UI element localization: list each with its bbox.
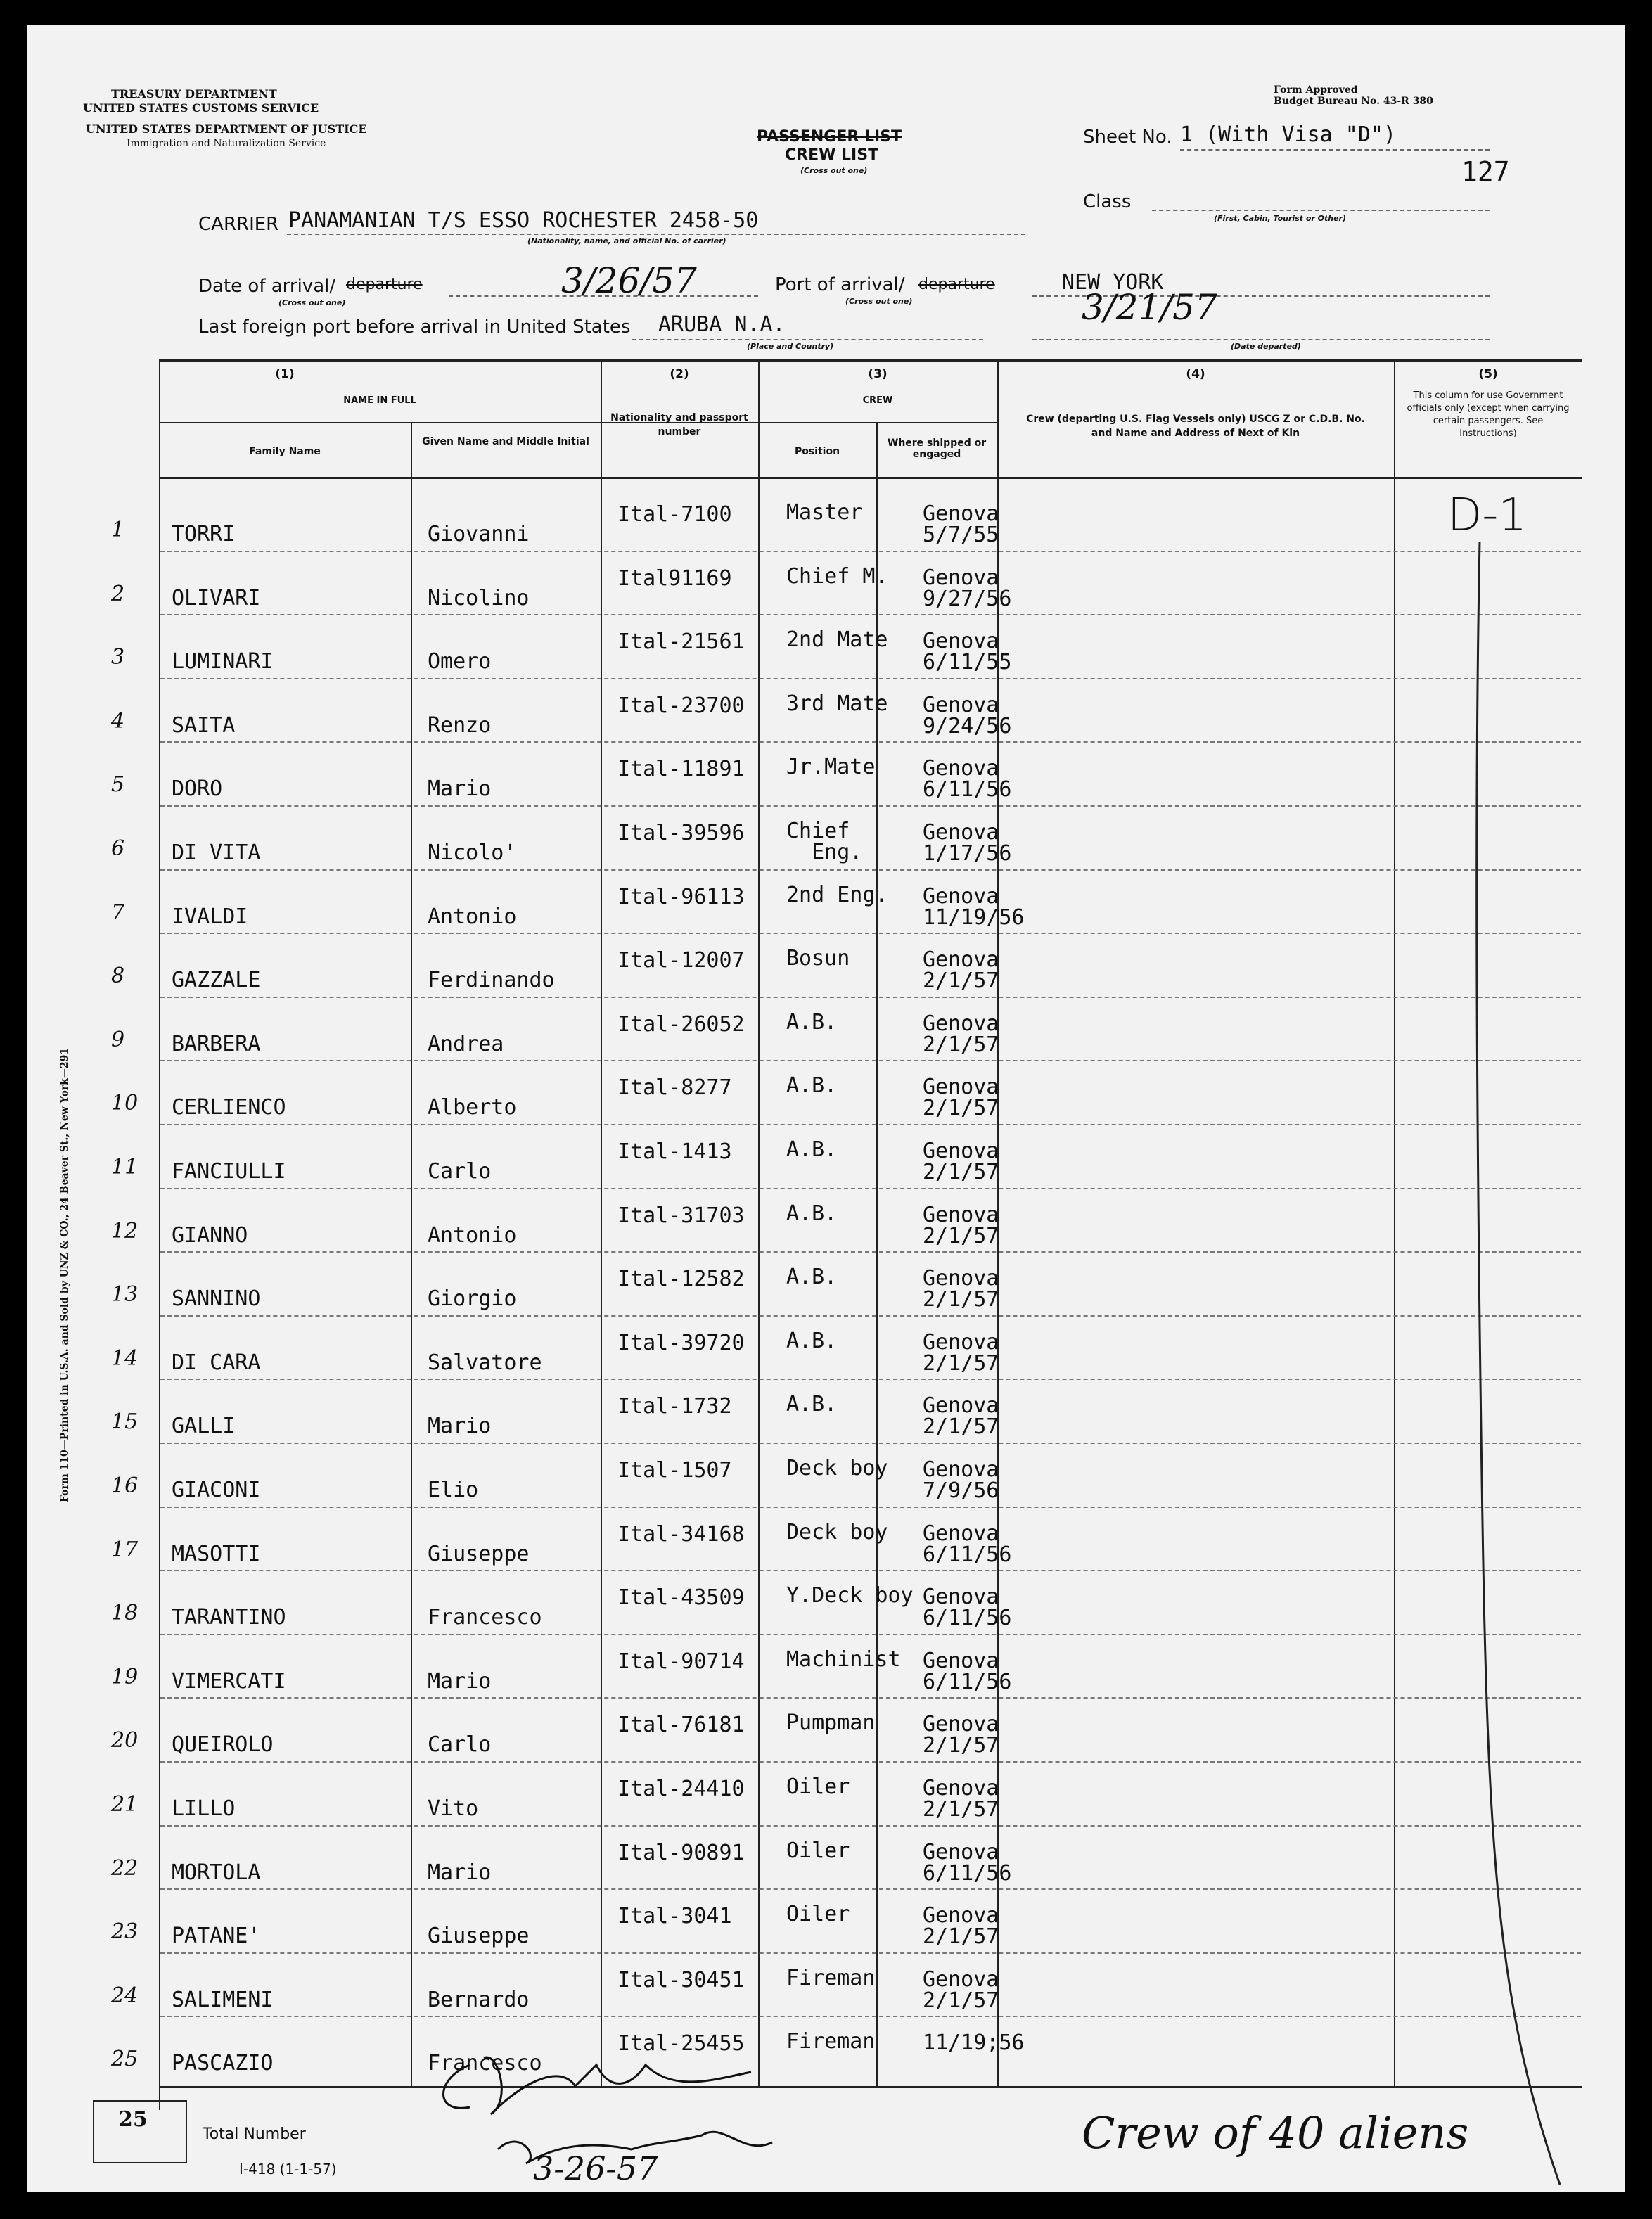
col1-header: NAME IN FULL	[343, 395, 416, 406]
row-divider	[160, 614, 1581, 615]
family-name: DI VITA	[172, 840, 261, 865]
col3-header: CREW	[862, 395, 893, 406]
crew-position: A.B.	[786, 1009, 838, 1035]
family-name: GAZZALE	[172, 968, 261, 993]
last-port-label: Last foreign port before arrival in United States	[198, 316, 631, 338]
class-note: (First, Cabin, Tourist or Other)	[1214, 214, 1346, 223]
sheet-value: 1 (With Visa "D")	[1180, 122, 1397, 147]
row-divider	[160, 1570, 1581, 1571]
date-arrival-label: Date of arrival/	[198, 276, 336, 297]
where-shipped: Genova 6/11/56	[923, 1585, 1012, 1631]
where-shipped: Genova 2/1/57	[923, 1712, 999, 1758]
col5-num: (5)	[1478, 367, 1498, 381]
where-shipped: Genova 2/1/57	[923, 1967, 999, 2013]
passport-number: Ital-3041	[617, 1904, 732, 1929]
row-divider	[160, 1507, 1581, 1508]
given-name: Carlo	[428, 1159, 492, 1184]
passport-number: Ital-1413	[617, 1139, 732, 1164]
crew-position: A.B.	[786, 1265, 838, 1290]
given-name: Francesco	[428, 1605, 542, 1630]
given-name: Nicolo'	[428, 840, 517, 865]
row-number: 15	[111, 1409, 139, 1435]
row-divider	[160, 678, 1581, 679]
row-number: 24	[111, 1983, 139, 2008]
where-shipped: Genova 9/27/56	[923, 565, 1012, 611]
family-name: SAITA	[172, 712, 236, 738]
where-shipped: Genova 6/11/56	[923, 1648, 1012, 1694]
row-number: 20	[111, 1728, 139, 1753]
family-name: QUEIROLO	[172, 1732, 274, 1758]
crew-position: Fireman	[786, 1965, 876, 1990]
row-divider	[160, 1443, 1581, 1444]
row-number: 18	[111, 1601, 139, 1626]
passport-number: Ital-7100	[617, 502, 732, 527]
row-number: 13	[111, 1282, 139, 1307]
printer-side-text: Form 110—Printed in U.S.A. and Sold by UNZ & CO., 24 Beaver St., New York—291	[59, 1047, 70, 1502]
form-code: I-418 (1-1-57)	[239, 2161, 337, 2178]
d1-mark: D-1	[1447, 490, 1528, 542]
row-divider	[160, 1060, 1581, 1061]
passport-number: Ital-96113	[617, 884, 745, 909]
where-shipped: Genova 5/7/55	[923, 501, 999, 547]
departed-date-value: 3/21/57	[1082, 287, 1217, 328]
crew-position: 3rd Mate	[786, 691, 888, 716]
class-label: Class	[1083, 191, 1132, 212]
crew-position: Chief Eng.	[786, 819, 863, 864]
passenger-list-struck: PASSENGER LIST	[757, 128, 902, 146]
given-name: Giuseppe	[428, 1541, 530, 1566]
where-shipped: Genova 7/9/56	[923, 1457, 999, 1503]
col5-header: This column for use Government officials only (except when carrying certain passengers. See Instructions)	[1407, 390, 1570, 439]
col2-header: Nationality and passport number	[610, 412, 748, 437]
given-name: Mario	[428, 1668, 492, 1694]
row-divider	[160, 1888, 1581, 1890]
row-divider	[160, 1952, 1581, 1954]
departed-underline	[1032, 339, 1490, 340]
family-name: MASOTTI	[172, 1541, 261, 1566]
family-name: FANCIULLI	[172, 1159, 286, 1184]
row-divider	[160, 805, 1581, 807]
given-name: Giovanni	[428, 522, 530, 546]
row-divider	[160, 1379, 1581, 1380]
passport-number: Ital-90891	[617, 1840, 745, 1865]
col3a-header: Position	[794, 446, 840, 457]
row-number: 25	[111, 2047, 139, 2072]
crew-position: Oiler	[786, 1774, 850, 1799]
header-ins: Immigration and Naturalization Service	[127, 138, 326, 149]
family-name: PASCAZIO	[172, 2051, 274, 2076]
given-name: Nicolino	[428, 585, 530, 610]
passport-number: Ital-39596	[617, 821, 745, 845]
crew-position: Deck boy	[786, 1456, 888, 1481]
row-divider	[160, 2016, 1581, 2017]
sheet-underline	[1180, 149, 1490, 151]
passport-number: Ital-1732	[617, 1394, 732, 1419]
row-number: 12	[111, 1218, 139, 1243]
row-divider	[160, 1251, 1581, 1253]
where-shipped: Genova 1/17/56	[923, 820, 1012, 866]
budget-bureau: Budget Bureau No. 43-R 380	[1274, 96, 1433, 107]
family-name: TARANTINO	[172, 1605, 286, 1630]
given-name: Carlo	[428, 1732, 492, 1758]
where-shipped: Genova 2/1/57	[923, 1011, 999, 1057]
crew-position: Oiler	[786, 1902, 850, 1927]
departed-note: (Date departed)	[1231, 342, 1301, 351]
col-line-0	[159, 359, 160, 2110]
col4-num: (4)	[1186, 367, 1205, 381]
col-line-6	[1394, 362, 1395, 2087]
row-divider	[160, 1315, 1581, 1317]
passport-number: Ital-43509	[617, 1585, 745, 1611]
given-name: Mario	[428, 1414, 492, 1439]
date-departure-struck: departure	[346, 276, 423, 293]
where-shipped: Genova 6/11/56	[923, 1521, 1012, 1567]
family-name: GALLI	[172, 1414, 236, 1439]
row-number: 6	[111, 836, 125, 861]
given-name: Francesco	[428, 2051, 542, 2076]
row-number: 11	[111, 1155, 139, 1179]
row-number: 1	[111, 518, 125, 542]
row-divider	[160, 869, 1581, 871]
passport-number: Ital-21561	[617, 629, 745, 655]
row-number: 9	[111, 1027, 125, 1052]
col1a-header: Family Name	[249, 446, 321, 457]
last-port-underline	[632, 339, 983, 340]
col1b-header: Given Name and Middle Initial	[422, 436, 589, 447]
where-shipped: Genova 2/1/57	[923, 1393, 999, 1440]
row-number: 21	[111, 1792, 139, 1817]
family-name: DI CARA	[172, 1350, 261, 1375]
passport-number: Ital-39720	[617, 1330, 745, 1355]
carrier-value: PANAMANIAN T/S ESSO ROCHESTER 2458-50	[288, 208, 759, 233]
last-port-value: ARUBA N.A.	[658, 312, 786, 337]
table-top-border	[159, 359, 1582, 362]
family-name: LUMINARI	[172, 649, 274, 674]
given-name: Antonio	[428, 904, 517, 929]
row-number: 19	[111, 1664, 139, 1689]
crew-position: Master	[786, 500, 863, 525]
signature-date: 3-26-57	[533, 2149, 658, 2187]
row-number: 4	[111, 708, 125, 734]
passport-number: Ital-25455	[617, 2031, 745, 2057]
where-shipped: Genova 6/11/56	[923, 1839, 1012, 1886]
row-divider	[160, 933, 1581, 934]
where-shipped: Genova 2/1/57	[923, 1139, 999, 1184]
where-shipped: Genova 2/1/57	[923, 1329, 999, 1376]
carrier-label: CARRIER	[198, 214, 279, 235]
given-name: Renzo	[428, 712, 492, 738]
row-number: 17	[111, 1537, 139, 1562]
given-name: Omero	[428, 649, 492, 674]
family-name: TORRI	[172, 522, 236, 546]
family-name: GIANNO	[172, 1222, 248, 1248]
passport-number: Ital-26052	[617, 1011, 745, 1037]
where-shipped: Genova 2/1/57	[923, 1202, 999, 1248]
where-shipped: 11/19;56	[923, 2031, 1025, 2056]
row-number: 14	[111, 1345, 139, 1371]
row-divider	[160, 997, 1581, 998]
passport-number: Ital-24410	[617, 1777, 745, 1801]
passport-number: Ital-23700	[617, 693, 745, 718]
form-approved: Form Approved	[1274, 84, 1358, 96]
given-name: Antonio	[428, 1222, 517, 1248]
family-name: SALIMENI	[172, 1987, 274, 2012]
sheet-label: Sheet No.	[1083, 127, 1172, 148]
passport-number: Ital-8277	[617, 1075, 732, 1101]
passport-number: Ital-11891	[617, 757, 745, 782]
row-number: 3	[111, 645, 125, 670]
where-shipped: Genova 2/1/57	[923, 1776, 999, 1822]
crew-total-note: Crew of 40 aliens	[1082, 2107, 1469, 2159]
row-divider	[160, 551, 1581, 552]
row-divider	[160, 741, 1581, 743]
port-value: NEW YORK	[1062, 270, 1164, 295]
crew-position: A.B.	[786, 1137, 838, 1162]
passport-number: Ital-12007	[617, 948, 745, 973]
family-name: SANNINO	[172, 1286, 261, 1312]
crew-position: Machinist	[786, 1646, 901, 1672]
carrier-underline	[287, 234, 1025, 235]
crew-position: A.B.	[786, 1073, 838, 1099]
place-note: (Place and Country)	[747, 342, 834, 351]
header-subline	[159, 422, 999, 423]
where-shipped: Genova 2/1/57	[923, 1075, 999, 1121]
family-name: PATANE'	[172, 1924, 261, 1949]
port-arrival-label: Port of arrival/	[775, 274, 905, 295]
given-name: Ferdinando	[428, 968, 555, 993]
family-name: OLIVARI	[172, 585, 261, 610]
crew-position: A.B.	[786, 1328, 838, 1353]
family-name: VIMERCATI	[172, 1668, 286, 1694]
crew-position: Pumpman	[786, 1710, 876, 1736]
header-treasury: TREASURY DEPARTMENT	[111, 87, 277, 101]
crew-position: A.B.	[786, 1392, 838, 1417]
passport-number: Ital-31703	[617, 1203, 745, 1228]
crew-list-title: CREW LIST	[785, 146, 879, 164]
date-underline	[449, 295, 758, 297]
header-customs: UNITED STATES CUSTOMS SERVICE	[83, 101, 319, 115]
where-shipped: Genova 6/11/55	[923, 629, 1012, 675]
crew-position: Oiler	[786, 1838, 850, 1863]
row-divider	[160, 1124, 1581, 1125]
given-name: Giorgio	[428, 1286, 517, 1312]
crew-list-form	[27, 25, 1625, 2192]
given-name: Salvatore	[428, 1350, 542, 1375]
class-underline	[1152, 210, 1490, 211]
where-shipped: Genova 2/1/57	[923, 1266, 999, 1312]
page-number: 127	[1461, 156, 1510, 187]
family-name: LILLO	[172, 1796, 236, 1821]
crew-position: 2nd Eng.	[786, 882, 888, 907]
given-name: Giuseppe	[428, 1924, 530, 1949]
given-name: Mario	[428, 1860, 492, 1885]
crew-position: Jr.Mate	[786, 755, 876, 780]
family-name: DORO	[172, 776, 223, 802]
row-number: 22	[111, 1855, 139, 1881]
given-name: Andrea	[428, 1031, 504, 1056]
arrival-date-value: 3/26/57	[561, 260, 697, 301]
passport-number: Ital91169	[617, 565, 732, 591]
row-number: 10	[111, 1091, 139, 1116]
col-line-1	[411, 423, 412, 2087]
row-number: 16	[111, 1473, 139, 1498]
where-shipped: Genova 11/19/56	[923, 883, 1025, 930]
header-justice: UNITED STATES DEPARTMENT OF JUSTICE	[86, 122, 367, 136]
table-bottom-border	[159, 2086, 1582, 2088]
crew-position: Fireman	[786, 2029, 876, 2054]
row-divider	[160, 1697, 1581, 1699]
col3b-header: Where shipped or engaged	[887, 437, 987, 460]
header-bottom	[159, 477, 1582, 479]
passport-number: Ital-12582	[617, 1267, 745, 1292]
row-number: 7	[111, 900, 125, 925]
passport-number: Ital-30451	[617, 1967, 745, 1993]
family-name: BARBERA	[172, 1031, 261, 1056]
row-divider	[160, 1188, 1581, 1189]
col-line-3	[758, 362, 760, 2087]
total-value: 25	[118, 2107, 148, 2132]
col3-num: (3)	[868, 367, 888, 381]
col-line-2	[601, 362, 602, 2087]
passport-number: Ital-1507	[617, 1458, 732, 1483]
col4-header: Crew (departing U.S. Flag Vessels only) USCG Z or C.D.B. No. and Name and Address of Next of Kin	[1026, 414, 1365, 439]
date-cross-note: (Cross out one)	[278, 298, 346, 307]
crew-position: A.B.	[786, 1201, 838, 1226]
where-shipped: Genova 2/1/57	[923, 1903, 999, 1950]
col1-num: (1)	[275, 367, 295, 381]
row-number: 8	[111, 964, 125, 989]
where-shipped: Genova 2/1/57	[923, 947, 999, 994]
passport-number: Ital-34168	[617, 1521, 745, 1547]
given-name: Bernardo	[428, 1987, 530, 2012]
row-divider	[160, 1634, 1581, 1635]
where-shipped: Genova 6/11/56	[923, 756, 1012, 802]
handwritten-vertical-stroke	[1433, 539, 1602, 2213]
where-shipped: Genova 9/24/56	[923, 692, 1012, 738]
row-divider	[160, 1761, 1581, 1763]
row-number: 23	[111, 1919, 139, 1945]
row-divider	[160, 1825, 1581, 1827]
family-name: CERLIENCO	[172, 1095, 286, 1120]
family-name: IVALDI	[172, 904, 248, 929]
given-name: Elio	[428, 1478, 479, 1502]
col2-num: (2)	[670, 367, 689, 381]
crew-position: Deck boy	[786, 1519, 888, 1545]
row-number: 5	[111, 772, 125, 798]
given-name: Alberto	[428, 1095, 517, 1120]
row-number: 2	[111, 581, 125, 606]
given-name: Vito	[428, 1796, 479, 1821]
cross-out-note: (Cross out one)	[800, 166, 868, 175]
passport-number: Ital-76181	[617, 1713, 745, 1738]
port-departure-struck: departure	[918, 276, 995, 293]
col-line-4	[876, 423, 878, 2087]
crew-position: Y.Deck boy	[786, 1583, 914, 1609]
family-name: GIACONI	[172, 1478, 261, 1502]
passport-number: Ital-90714	[617, 1649, 745, 1674]
total-label: Total Number	[203, 2125, 306, 2143]
crew-position: Chief M.	[786, 563, 888, 589]
port-cross-note: (Cross out one)	[845, 297, 913, 306]
given-name: Mario	[428, 776, 492, 802]
family-name: MORTOLA	[172, 1860, 261, 1885]
carrier-note: (Nationality, name, and official No. of carrier)	[527, 236, 726, 245]
crew-position: 2nd Mate	[786, 627, 888, 653]
crew-position: Bosun	[786, 946, 850, 971]
